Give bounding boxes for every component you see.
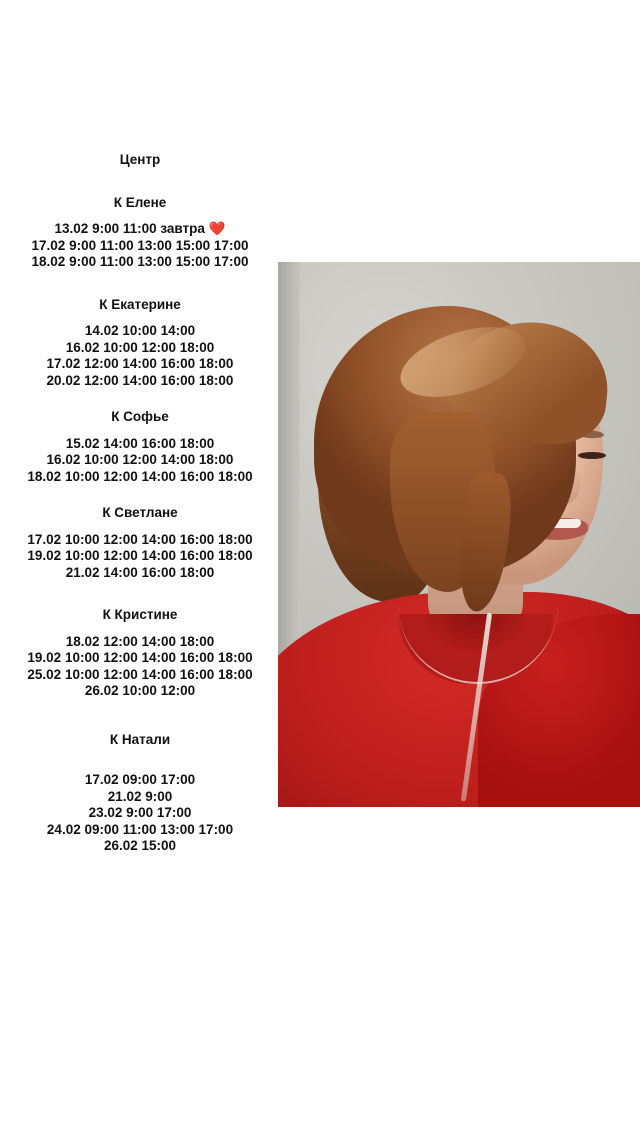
slot-line: 18.02 12:00 14:00 18:00 (65, 633, 215, 649)
slot-line: 14.02 10:00 14:00 (84, 323, 196, 338)
stylist-slots (0, 221, 280, 271)
slot-line: 13.02 9:00 11:00 завтра ❤️ (54, 221, 226, 236)
schedule-list (0, 150, 280, 859)
slot-line: 26.02 10:00 12:00 (84, 683, 196, 698)
slot-line: 16.02 10:00 12:00 14:00 18:00 (46, 452, 234, 467)
stylist-block (0, 295, 280, 390)
slot-line: 23.02 9:00 17:00 (88, 805, 192, 820)
stylist-block (0, 503, 280, 581)
eye-right (578, 452, 606, 459)
slot-line: 18.02 9:00 11:00 13:00 15:00 17:00 (31, 254, 249, 269)
slot-line: 20.02 12:00 14:00 16:00 18:00 (46, 372, 234, 388)
schedule-header: Центр (119, 152, 161, 167)
stylist-name: К Елене (113, 194, 167, 210)
stylist-block (0, 193, 280, 271)
slot-line: 17.02 09:00 17:00 (84, 772, 196, 787)
slot-line: 21.02 14:00 16:00 18:00 (65, 564, 215, 580)
slot-line: 15.02 14:00 16:00 18:00 (65, 435, 215, 451)
slot-line: 21.02 9:00 (107, 788, 173, 804)
stylist-name: К Светлане (102, 505, 178, 520)
stylist-name: К Софье (111, 409, 169, 424)
stylist-name: К Натали (109, 731, 171, 747)
stylist-slots (0, 436, 280, 486)
slot-line: 24.02 09:00 11:00 13:00 17:00 (46, 821, 234, 837)
stylist-block (0, 730, 280, 855)
slot-line: 17.02 9:00 11:00 13:00 15:00 17:00 (31, 237, 249, 253)
stylist-name: К Екатерине (99, 296, 181, 312)
stylist-name: К Кристине (102, 607, 178, 622)
slot-line: 16.02 10:00 12:00 18:00 (65, 339, 215, 355)
slot-line: 17.02 10:00 12:00 14:00 16:00 18:00 (27, 531, 253, 547)
stylist-block (0, 407, 280, 485)
stylist-slots (0, 532, 280, 582)
hairstyle-photo (278, 262, 640, 807)
slot-line: 19.02 10:00 12:00 14:00 16:00 18:00 (27, 650, 253, 665)
slot-line: 17.02 12:00 14:00 16:00 18:00 (46, 356, 234, 371)
slot-line: 18.02 10:00 12:00 14:00 16:00 18:00 (27, 468, 253, 484)
slot-line: 25.02 10:00 12:00 14:00 16:00 18:00 (27, 666, 253, 682)
stylist-block (0, 605, 280, 700)
stylist-slots (0, 772, 280, 855)
stylist-slots (0, 323, 280, 389)
slot-line: 19.02 10:00 12:00 14:00 16:00 18:00 (27, 548, 253, 563)
stylist-slots (0, 634, 280, 700)
slot-line: 26.02 15:00 (103, 838, 177, 853)
